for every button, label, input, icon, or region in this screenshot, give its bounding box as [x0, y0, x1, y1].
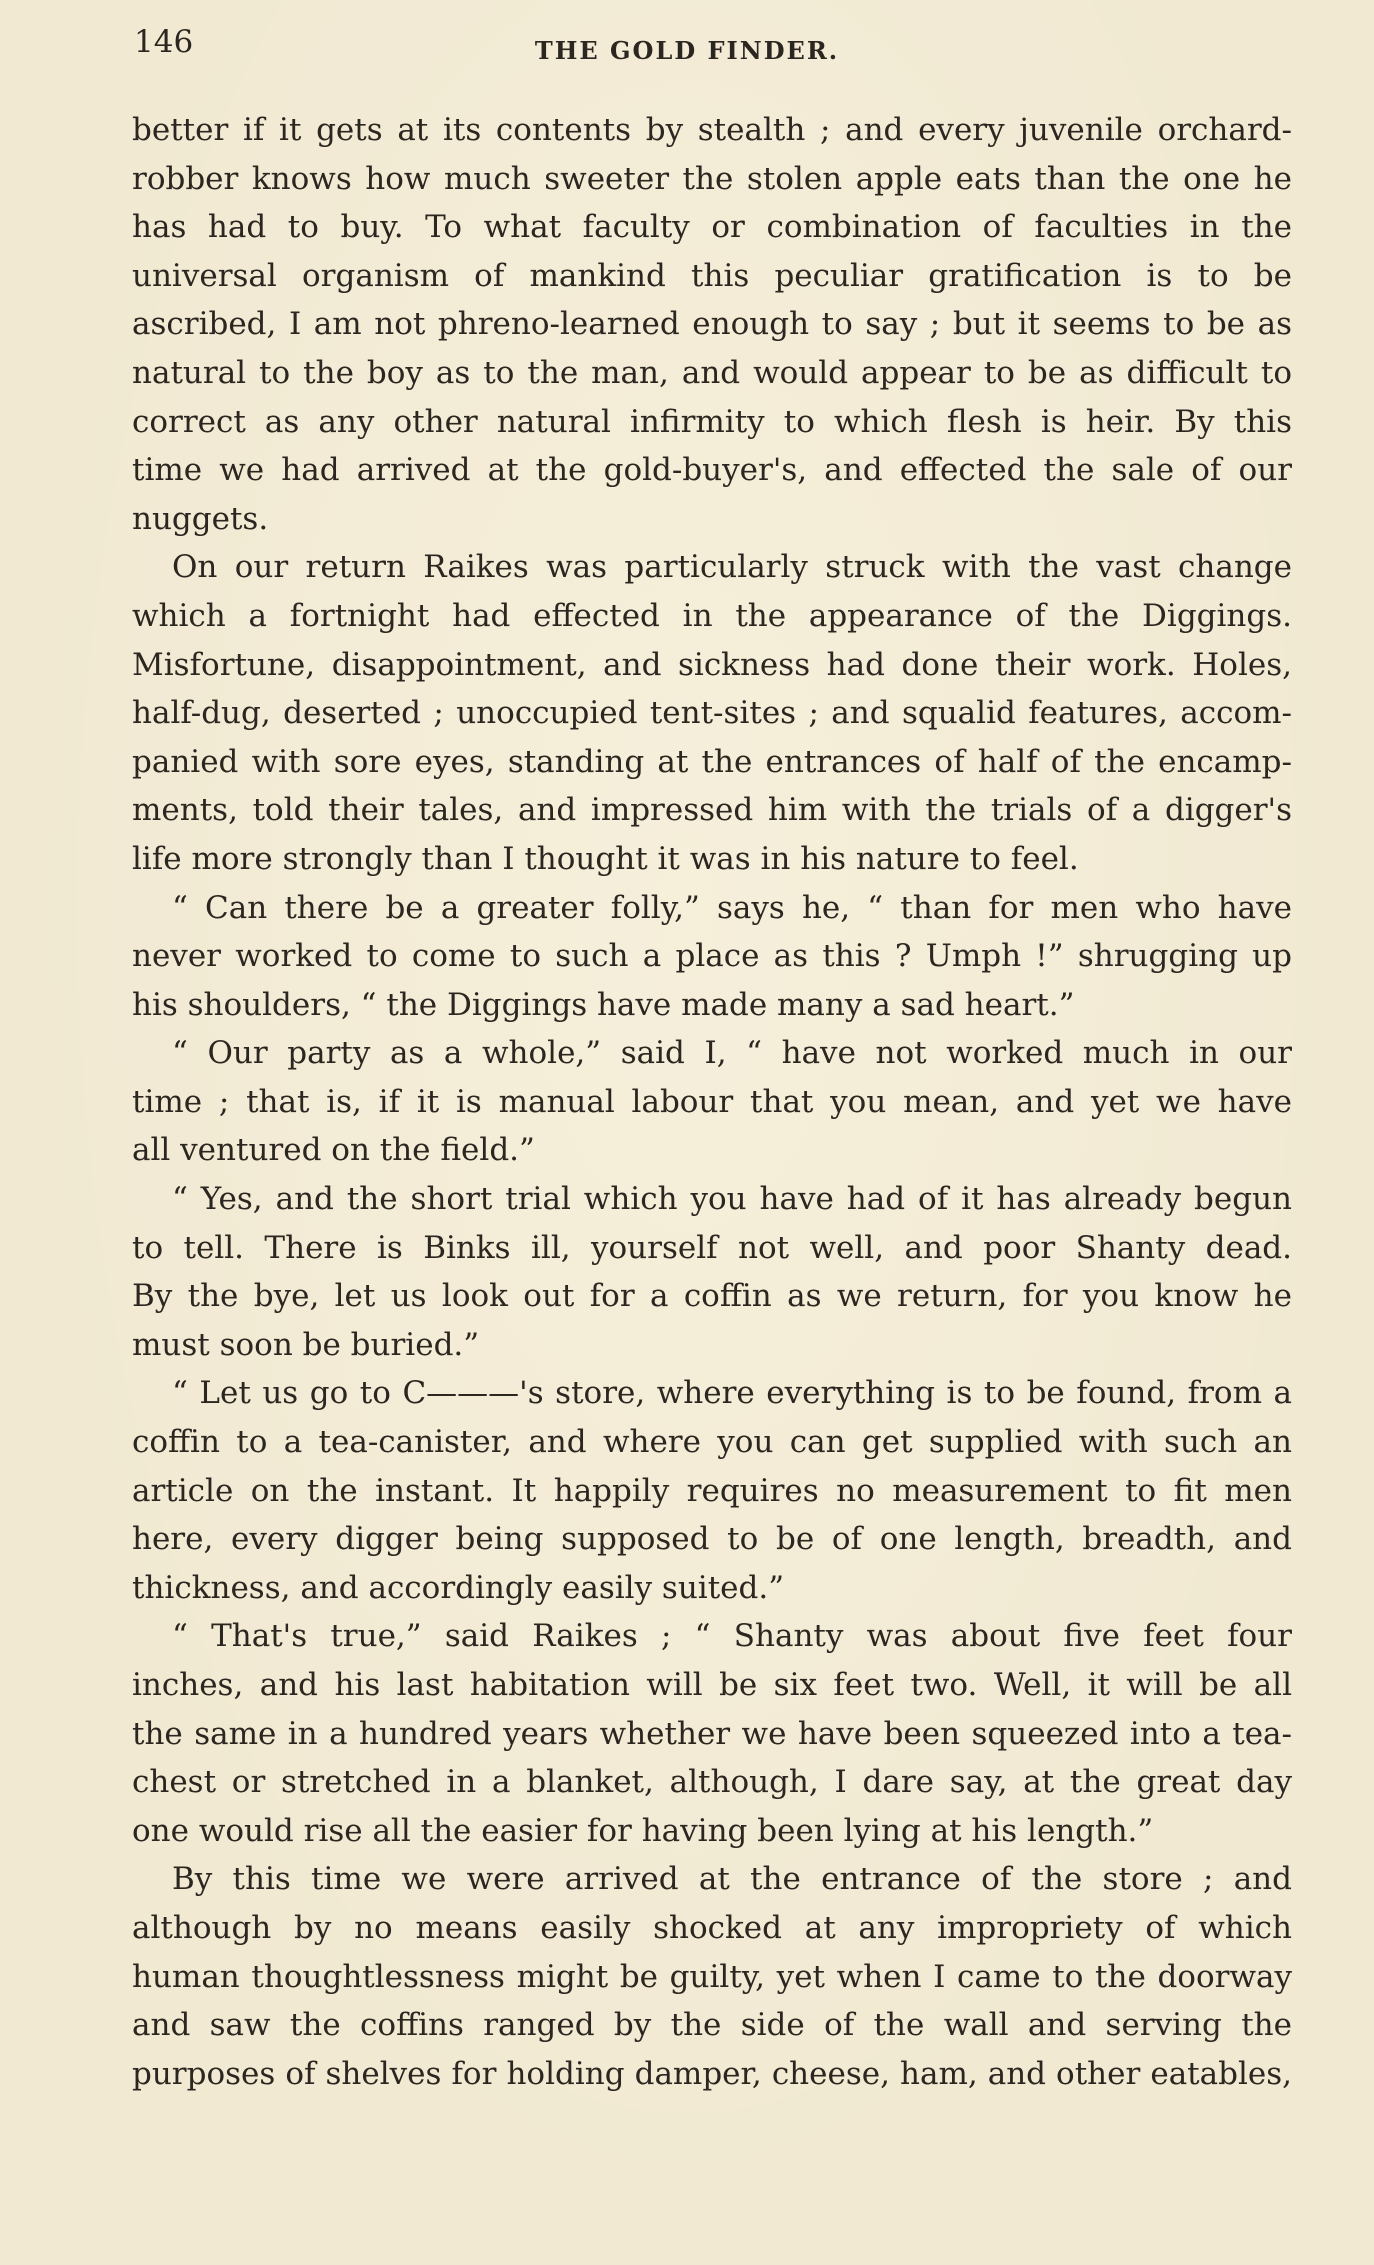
text-line: time we had arrived at the gold-buyer's, and effected the sale of our [132, 452, 1292, 489]
text-line: “ That's true,” said Raikes ; “ Shanty was about five feet four [172, 1618, 1292, 1655]
text-line: thickness, and accordingly easily suited.” [132, 1569, 785, 1606]
text-line: “ Can there be a greater folly,” says he, “ than for men who have [172, 889, 1292, 926]
text-line: and saw the coffins ranged by the side of the wall and serving the [132, 2007, 1292, 2044]
text-line: better if it gets at its contents by stealth ; and every juvenile orchard- [132, 112, 1292, 148]
text-line: panied with sore eyes, standing at the entrances of half of the encamp- [132, 743, 1292, 780]
text-line: although by no means easily shocked at any impropriety of which [132, 1909, 1292, 1946]
text-line: By the bye, let us look out for a coffin as we return, for you know he [132, 1278, 1292, 1315]
running-title: THE GOLD FINDER. [534, 36, 840, 65]
text-line: chest or stretched in a blanket, although, I dare say, at the great day [132, 1764, 1292, 1801]
text-line: his shoulders, “ the Diggings have made many a sad heart.” [132, 986, 1075, 1023]
text-line: life more strongly than I thought it was in his nature to feel. [132, 840, 1079, 877]
text-line: ments, told their tales, and impressed him with the trials of a digger's [132, 792, 1292, 829]
text-line: universal organism of mankind this peculiar gratification is to be [132, 257, 1292, 294]
text-line: natural to the boy as to the man, and would appear to be as difficult to [132, 354, 1292, 391]
text-line: here, every digger being supposed to be of one length, breadth, and [132, 1521, 1292, 1558]
text-line: nuggets. [132, 500, 269, 537]
text-line: has had to buy. To what faculty or combination of faculties in the [132, 209, 1292, 246]
text-line: purposes of shelves for holding damper, cheese, ham, and other eatables, [132, 2055, 1292, 2092]
text-line: On our return Raikes was particularly struck with the vast change [172, 549, 1292, 586]
body-text [132, 106, 1292, 2098]
text-line: “ Yes, and the short trial which you have had of it has already begun [172, 1181, 1292, 1218]
text-line: inches, and his last habitation will be six feet two. Well, it will be all [132, 1667, 1292, 1703]
text-line: robber knows how much sweeter the stolen apple eats than the one he [132, 160, 1292, 197]
text-line: time ; that is, if it is manual labour that you mean, and yet we have [132, 1083, 1292, 1120]
text-line: human thoughtlessness might be guilty, yet when I came to the doorway [132, 1958, 1292, 1995]
text-line: “ Our party as a whole,” said I, “ have not worked much in our [172, 1035, 1292, 1072]
text-line: By this time we were arrived at the entrance of the store ; and [172, 1861, 1292, 1898]
text-line: “ Let us go to C———'s store, where everything is to be found, from a [172, 1375, 1292, 1412]
text-line: one would rise all the easier for having been lying at his length.” [132, 1812, 1154, 1849]
page-number: 146 [134, 24, 194, 60]
text-line: Misfortune, disappointment, and sickness had done their work. Holes, [132, 646, 1292, 683]
text-line: the same in a hundred years whether we have been squeezed into a tea- [132, 1715, 1292, 1752]
text-line: to tell. There is Binks ill, yourself not well, and poor Shanty dead. [132, 1229, 1292, 1266]
text-line: which a fortnight had effected in the appearance of the Diggings. [132, 597, 1292, 634]
text-line: article on the instant. It happily requires no measurement to fit men [132, 1472, 1292, 1509]
text-line: coffin to a tea-canister, and where you can get supplied with such an [132, 1424, 1292, 1461]
text-line: never worked to come to such a place as this ? Umph !” shrugging up [132, 938, 1292, 975]
text-line: must soon be buried.” [132, 1326, 480, 1363]
text-line: all ventured on the field.” [132, 1132, 535, 1169]
text-line: half-dug, deserted ; unoccupied tent-sites ; and squalid features, accom- [132, 695, 1292, 732]
text-line: correct as any other natural infirmity to which flesh is heir. By this [132, 403, 1292, 440]
text-line: ascribed, I am not phreno-learned enough to say ; but it seems to be as [132, 306, 1292, 343]
